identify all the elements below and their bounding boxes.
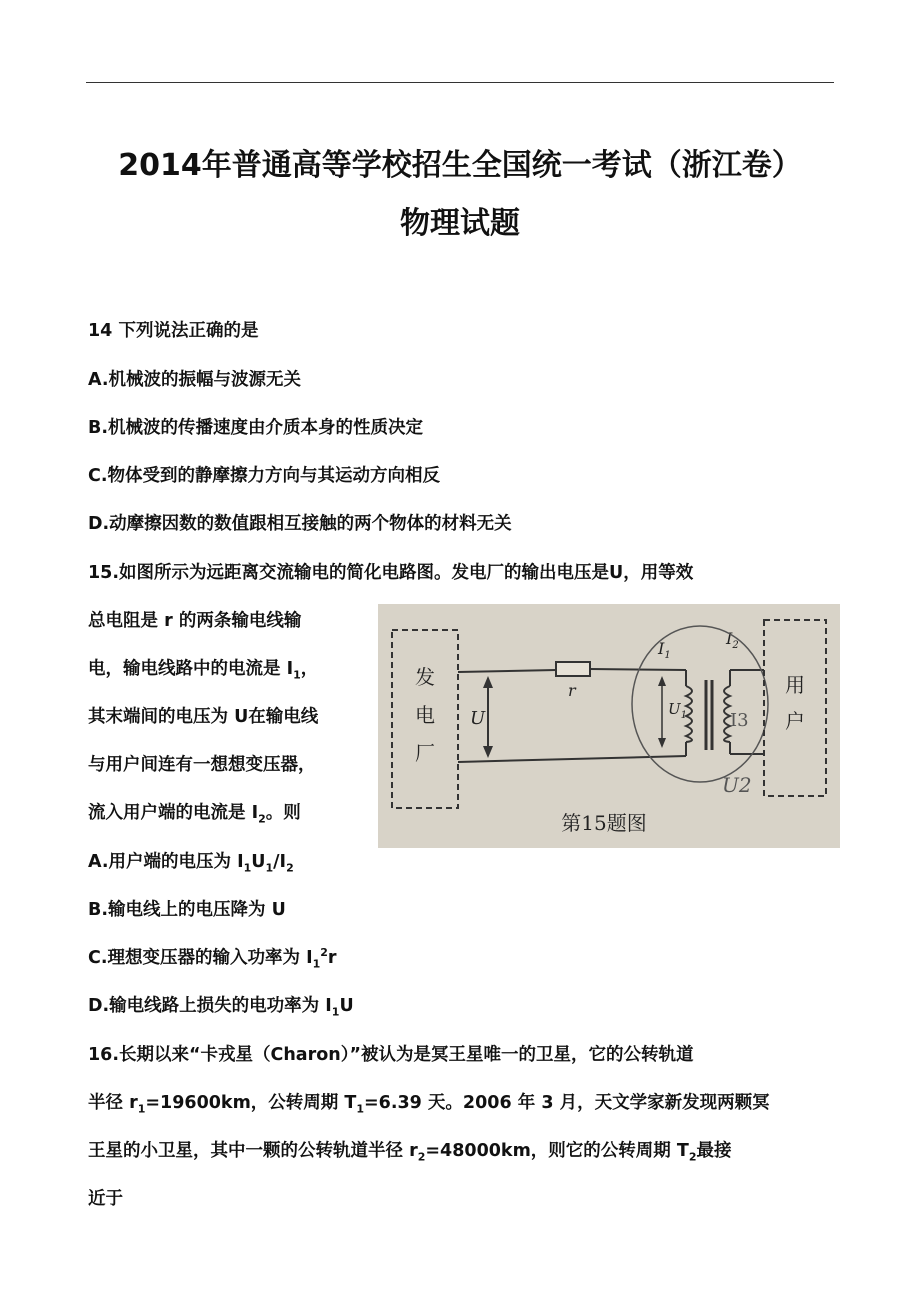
q16-stem-line1: 16.长期以来“卡戎星（Charon）”被认为是冥王星唯一的卫星，它的公转轨道 — [88, 1045, 694, 1065]
resistor-label: r — [568, 681, 576, 700]
q15-circuit-figure — [378, 604, 840, 848]
top-line-left — [458, 670, 556, 672]
q15-stem-line4: 其末端间的电压为 U在输电线 — [88, 707, 319, 727]
q15-stem-line3: 电，输电线路中的电流是 $I_1$， — [88, 659, 319, 682]
q14-option-c: C.物体受到的静摩擦力方向与其运动方向相反 — [88, 466, 440, 486]
q14-option-a: A.机械波的振幅与波源无关 — [88, 370, 302, 390]
user-char-2: 户 — [785, 709, 805, 733]
q14-stem: 14 下列说法正确的是 — [88, 321, 259, 341]
resistor-r — [556, 662, 590, 676]
q15-stem-line5: 与用户间连有一想想变压器， — [88, 755, 316, 775]
current-label-I1: $I_1$ — [658, 639, 671, 661]
q15-stem-line6: 流入用户端的电流是 $I_2$。则 — [88, 803, 301, 826]
q15-stem-line1: 15.如图所示为远距离交流输电的简化电路图。发电厂的输出电压是U，用等效 — [88, 563, 694, 583]
handwritten-U2: U2 — [722, 773, 752, 797]
q15-stem-line2: 总电阻是 r 的两条输电线输 — [88, 611, 302, 631]
user-char-1: 用 — [785, 673, 805, 697]
user-box — [764, 620, 826, 796]
voltage-label-U1: $U_1$ — [668, 700, 688, 721]
handwritten-circle — [632, 626, 768, 782]
handwritten-mark: I3 — [730, 710, 749, 731]
header-rule — [86, 82, 834, 83]
exam-subtitle: 物理试题 — [400, 206, 520, 241]
plant-char-2: 电 — [415, 703, 435, 727]
q16-stem-line4: 近于 — [88, 1189, 123, 1209]
q16-stem-line3: 王星的小卫星，其中一颗的公转轨道半径 $r_2=48000km$，则它的公转周期 $T_2$最接 — [88, 1141, 732, 1164]
circuit-diagram — [378, 604, 840, 848]
voltage-label-U: U — [470, 708, 486, 729]
plant-char-1: 发 — [415, 665, 435, 689]
voltage-arrow-bottom — [483, 746, 493, 758]
q15-option-d: D.输电线路上损失的电功率为 $I_1U$ — [88, 996, 354, 1019]
q15-option-c: C.理想变压器的输入功率为 $I_1^2r$ — [88, 946, 337, 971]
q15-option-a: A.用户端的电压为 $I_1U_1/I_2$ — [88, 852, 294, 875]
current-label-I2: $I_2$ — [726, 629, 739, 651]
figure-caption: 第15题图 — [561, 811, 647, 835]
exam-title: 2014年普通高等学校招生全国统一考试（浙江卷） — [118, 148, 802, 183]
q14-option-b: B.机械波的传播速度由介质本身的性质决定 — [88, 418, 423, 438]
plant-char-3: 厂 — [415, 741, 435, 765]
q14-option-d: D.动摩擦因数的数值跟相互接触的两个物体的材料无关 — [88, 514, 512, 534]
q16-stem-line2: 半径 $r_1=19600km$，公转周期 $T_1=6.39$ 天。2006 年 3 月，天文学家新发现两颗冥 — [88, 1093, 770, 1116]
q15-option-b: B.输电线上的电压降为 U — [88, 900, 286, 920]
voltage-arrow-top — [483, 676, 493, 688]
